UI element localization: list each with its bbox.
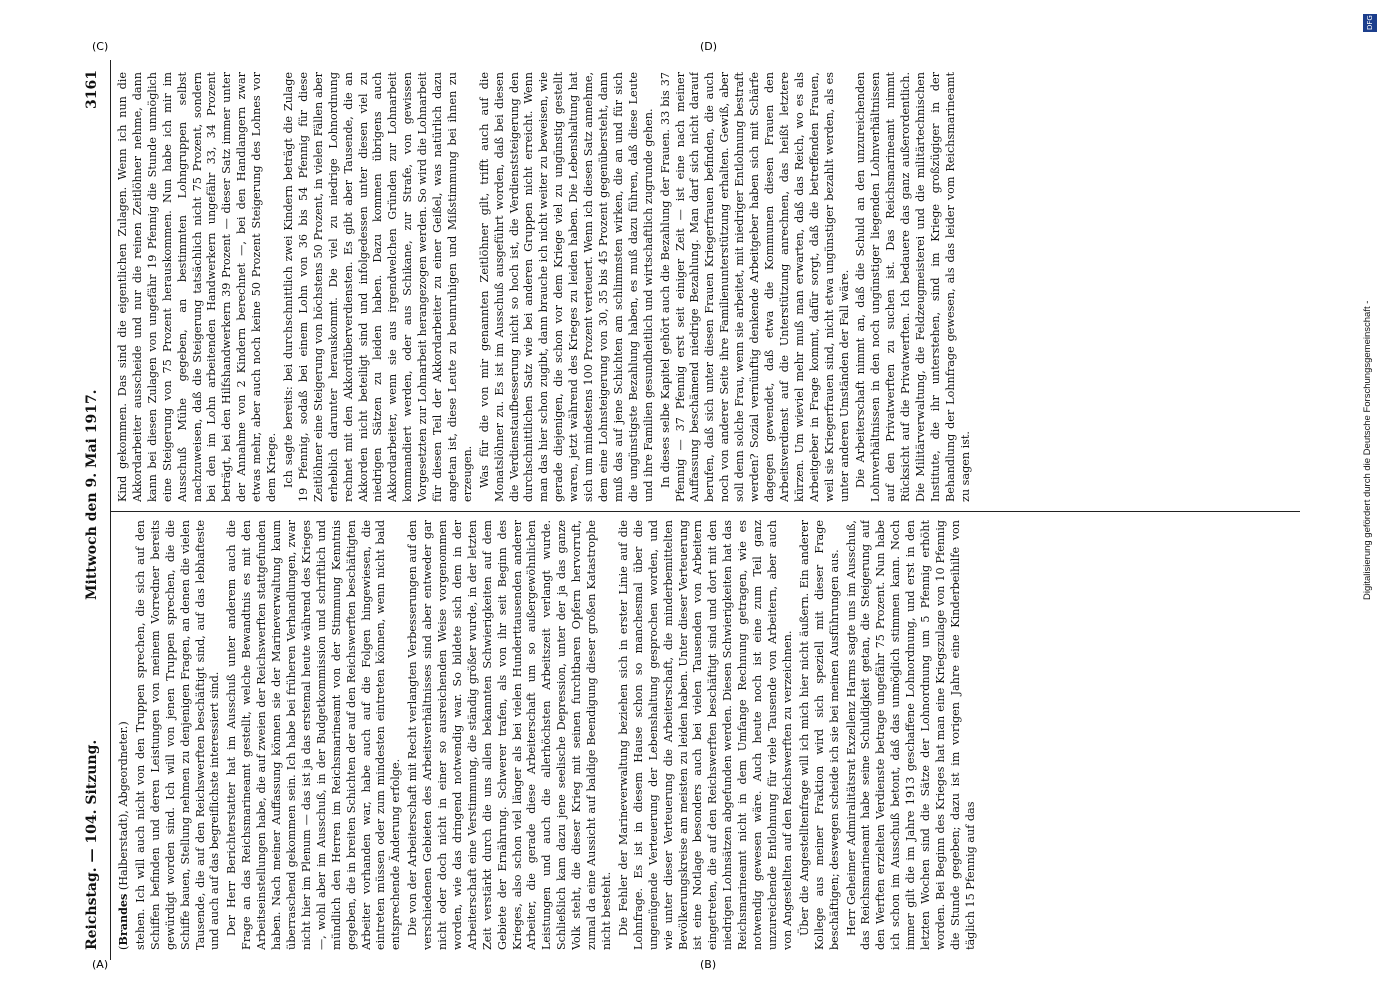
paragraph: In dieses selbe Kapitel gehört auch die Bezahlung der Frauen. 33 bis 37 Pfennig — 37 Pfennig erst seit einiger Zeit — ist eine nach meiner Auffassung beschämend niedrige Bezahlung. Man darf sich nicht darauf berufen, daß sich unter diesen Frauen Kriegerfrauen befinden, die auch noch von anderer Seite ihre Familienunterstützung erhalten. Gewiß, aber soll denn solche Frau, wenn sie arbeitet, mit niedriger Entlohnung bestraft werden? Sozial vernünftig denkende Arbeitgeber haben sich mit Schärfe dagegen gewendet, daß etwa die Kommunen diesen Frauen den Arbeitsverdienst auf die Unterstützung anrechnen, das heißt letztere kürzen. Um wieviel mehr muß man erwarten, daß das Reich, wo es als Arbeitgeber in Frage kommt, dafür sorgt, daß die betreffenden Frauen, weil sie Kriegerfrauen sind, nicht etwa ungünstiger bezahlt werden, als es unter anderen Umständen der Fall wäre. xyxy=(658,72,851,502)
paragraph: Die Fehler der Marineverwaltung beziehen sich in erster Linie auf die Lohnfrage. Es ist in diesem Hause schon so manchesmal über die ungenügende Verteuerung der Lebenshaltung gesprochen worden, und wie unter dieser Verteuerung die Arbeiterschaft, die minderbemittelten Bevölkerungskreise am meisten zu leiden haben. Unter dieser Verteuerung ist eine Notlage besonders auch bei vielen Tausenden von Arbeitern eingetreten, die auf den Reichswerften beschäftigt sind und dort mit den niedrigen Lohnsätzen abgefunden werden. Diesen Schwierigkeiten hat das Reichsmarineamt nicht in dem Umfange Rechnung getragen, wie es notwendig gewesen wäre. Auch heute noch ist eine zum Teil ganz unzureichende Entlohnung für viele Tausende von Arbeitern, aber auch von Angestellten auf den Reichswerften zu verzeichnen. xyxy=(616,520,794,950)
column-divider xyxy=(110,511,1300,512)
right-column xyxy=(116,72,1306,502)
speaker-note: (Halberstadt), Abgeordneter.) xyxy=(117,721,130,891)
dfg-logo: DFG xyxy=(1363,14,1377,32)
page-header xyxy=(80,60,108,960)
header-date: Mittwoch den 9. Mai 1917. xyxy=(84,389,100,600)
paragraph: Ich sagte bereits: bei durchschnittlich zwei Kindern beträgt die Zulage 19 Pfennig, sodaß bei einem Lohn von 36 bis 54 Pfennig für diese Zeitlöhner eine Steigerung von höchstens 50 Prozent, in vielen Fällen aber erheblich darunter herauskommt. Die viel zu niedrige Lohnordnung rechnet mit den Akkordüberverdiensten. Es gibt aber Tausende, die an Akkorden nicht beteiligt sind und infolgedessen unter diesen viel zu niedrigen Sätzen zu leiden haben. Dazu kommen übrigens auch Akkordarbeiter, wenn sie aus irgendwelchen Gründen zur Lohnarbeit kommandiert werden, oder aus Schikane, zur Strafe, von gewissen Vorgesetzten zur Lohnarbeit herangezogen werden. So wird die Lohnarbeit für diesen Teil der Akkordarbeiter zu einer Geißel, was natürlich dazu angetan ist, diese Leute zu beunruhigen und Mißstimmung bei ihnen zu erzeugen. xyxy=(281,72,474,502)
paragraph: Die Arbeiterschaft nimmt an, daß die Schuld an den unzureichenden Lohnverhältnissen in den noch ungünstiger liegenden Lohnverhältnissen auf den Privatwerften zu suchen ist. Das Reichsmarineamt nimmt Rücksicht auf die Privatwerften. Ich bedauere das ganz außerordentlich. Die Militärverwaltung, die Feldzeugmeisterei und die militärtechnischen Institute, die ihr unterstehen, sind im Kriege großzügiger in der Behandlung der Lohnfrage gewesen, als das leider vom Reichsmarineamt zu sagen ist. xyxy=(854,72,972,502)
header-rule xyxy=(110,60,111,960)
paragraph: Was für die von mir genannten Zeitlöhner gilt, trifft auch auf die Monatslöhner zu. Es ist im Ausschuß ausgeführt worden, daß bei diesen die Verdienstaufbesserung nicht so hoch ist, die Verdienststeigerung den durchschnittlichen Satz wie bei anderen Gruppen nicht erreicht. Wenn man das hier schon zugibt, dann brauche ich nicht weiter zu beweisen, wie gerade diejenigen, die schon vor dem Kriege viel zu ungünstig gestellt waren, jetzt während des Krieges zu leiden haben. Die Lebenshaltung hat sich um mindestens 100 Prozent verteuert. Wenn ich diesen Satz annehme, dem eine Lohnsteigerung von 30, 35 bis 45 Prozent gegenübersteht, dann muß das auf jene Schichten am schlimmsten wirken, die an und für sich die ungünstigste Bezahlung haben, es muß dazu führen, daß diese Leute und ihre Familien gesundheitlich und wirtschaftlich zugrunde gehen. xyxy=(477,72,655,502)
header-page-number: 3161 xyxy=(84,70,100,109)
margin-marker-c: (C) xyxy=(92,40,109,53)
margin-marker-d: (D) xyxy=(700,40,718,53)
margin-marker-b: (B) xyxy=(700,958,717,971)
speaker-name: Brandes xyxy=(116,893,130,946)
digitization-note: Digitalisierung gefördert durch die Deutsche Forschungsgemeinschaft - xyxy=(1362,300,1373,600)
paragraph: stehen. Ich will auch nicht von den Truppen sprechen, die sich auf den Schiffen befinden und deren Leistungen von meinem Vorredner bereits gewürdigt worden sind. Ich will von jenen Truppen sprechen, die die Schiffe bauen, Stellung nehmen zu denjenigen Fragen, an denen die vielen Tausende, die auf den Reichswerften beschäftigt sind, auf das lebhafteste und auch auf das begreiflichste interessiert sind. xyxy=(133,520,222,950)
paragraph: Herr Geheimer Admiralitätsrat Exzellenz Harms sagte uns im Ausschuß, das Reichsmarineamt habe seine Schuldigkeit getan, die Steigerung auf den Werften erzielten Verdienste betrage ungefähr 75 Prozent. Nun habe ich schon im Ausschuß betont, daß das unmöglich stimmen kann. Noch immer gilt die im Jahre 1913 geschaffene Lohnordnung, und erst in den letzten Wochen sind die Sätze der Lohnordnung um 5 Pfennig erhöht worden. Bei Beginn des Krieges hat man eine Kriegszulage von 10 Pfennig die Stunde gegeben; dazu ist im vorigen Jahre eine Kinderbeihilfe von täglich 15 Pfennig auf das xyxy=(844,520,977,950)
left-column xyxy=(116,520,1306,950)
speaker-line: (Brandes (Halberstadt), Abgeordneter.) xyxy=(116,721,130,950)
paragraph: Über die Angestelltenfrage will ich mich hier nicht äußern. Ein anderer Kollege aus meiner Fraktion wird sich speziell mit dieser Frage beschäftigen; deswegen scheide ich sie bei meinen Ausführungen aus. xyxy=(797,520,841,950)
paragraph: Die von der Arbeiterschaft mit Recht verlangten Verbesserungen auf den verschiedenen Gebieten des Arbeitsverhältnisses sind aber entweder gar nicht oder doch nicht in einer so ausreichenden Weise vorgenommen worden, wie das dringend notwendig war. So bildete sich dem in der Arbeiterschaft eine Verstimmung, die ständig größer wurde, in der letzten Zeit verstärkt durch die uns allen bekannten Schwierigkeiten auf dem Gebiete der Ernährung. Schwerer trafen, als von ihr seit Beginn des Krieges, also schon viel länger als bei vielen Hunderttausenden anderer Arbeiter, die gerade diese Arbeiterschaft um so außergewöhnlichen Leistungen und auch die allerhöchsten Arbeitszeit verlangt wurde. Schließlich kam dazu jene seelische Depression, unter der ja das ganze Volk steht, die dieser Krieg mit seinen furchtbaren Opfern hervorruft, zumal da eine Aussicht auf baldige Beendigung dieser großen Katastrophe nicht besteht. xyxy=(406,520,613,950)
paragraph: Der Herr Berichterstatter hat im Ausschuß unter anderem auch die Frage an das Reichsmarineamt gestellt, welche Bewandtnis es mit den Arbeitseinstellungen habe, die auf zweien der Reichswerften stattgefunden haben. Nach meiner Auffassung können sie der Marineverwaltung kaum überraschend gekommen sein. Ich habe bei früheren Verhandlungen, zwar nicht hier im Plenum — das ist ja das erstemal heute während des Krieges —, wohl aber im Ausschuß, in der Budgetkommission und schriftlich und mündlich den Herren im Reichsmarineamt von der Stimmung Kenntnis gegeben, die in breiten Schichten der auf den Reichswerften beschäftigten Arbeiter vorhanden war, habe auch auf die Folgen hingewiesen, die eintreten müssen oder zum mindesten eintreten können, wenn nicht bald entsprechende Änderung erfolge. xyxy=(225,520,403,950)
margin-marker-a: (A) xyxy=(92,958,109,971)
document-sheet xyxy=(80,60,1330,960)
header-session: Reichstag. — 104. Sitzung. xyxy=(84,739,100,950)
paragraph: Kind gekommen. Das sind die eigentlichen Zulagen. Wenn ich nun die Akkordarbeiter ausscheide und nur die reinen Zeitlöhner nehme, dann kann bei diesen Zulagen von ungefähr 19 Pfennig die Stunde unmöglich eine Steigerung von 75 Prozent herauskommen. Nun habe ich mir im Ausschuß Mühe gegeben, an bestimmten Lohngruppen selbst nachzuweisen, daß die Steigerung tatsächlich nicht 75 Prozent, sondern bei den im Lohn arbeitenden Handwerkern ungefähr 33, 34 Prozent beträgt, bei den Hilfshandwerkern 39 Prozent — dieser Satz immer unter der Annahme von 2 Kindern berechnet —, bei den Handlangern zwar etwas mehr, aber auch noch keine 50 Prozent Steigerung des Lohnes vor dem Kriege. xyxy=(116,72,279,502)
